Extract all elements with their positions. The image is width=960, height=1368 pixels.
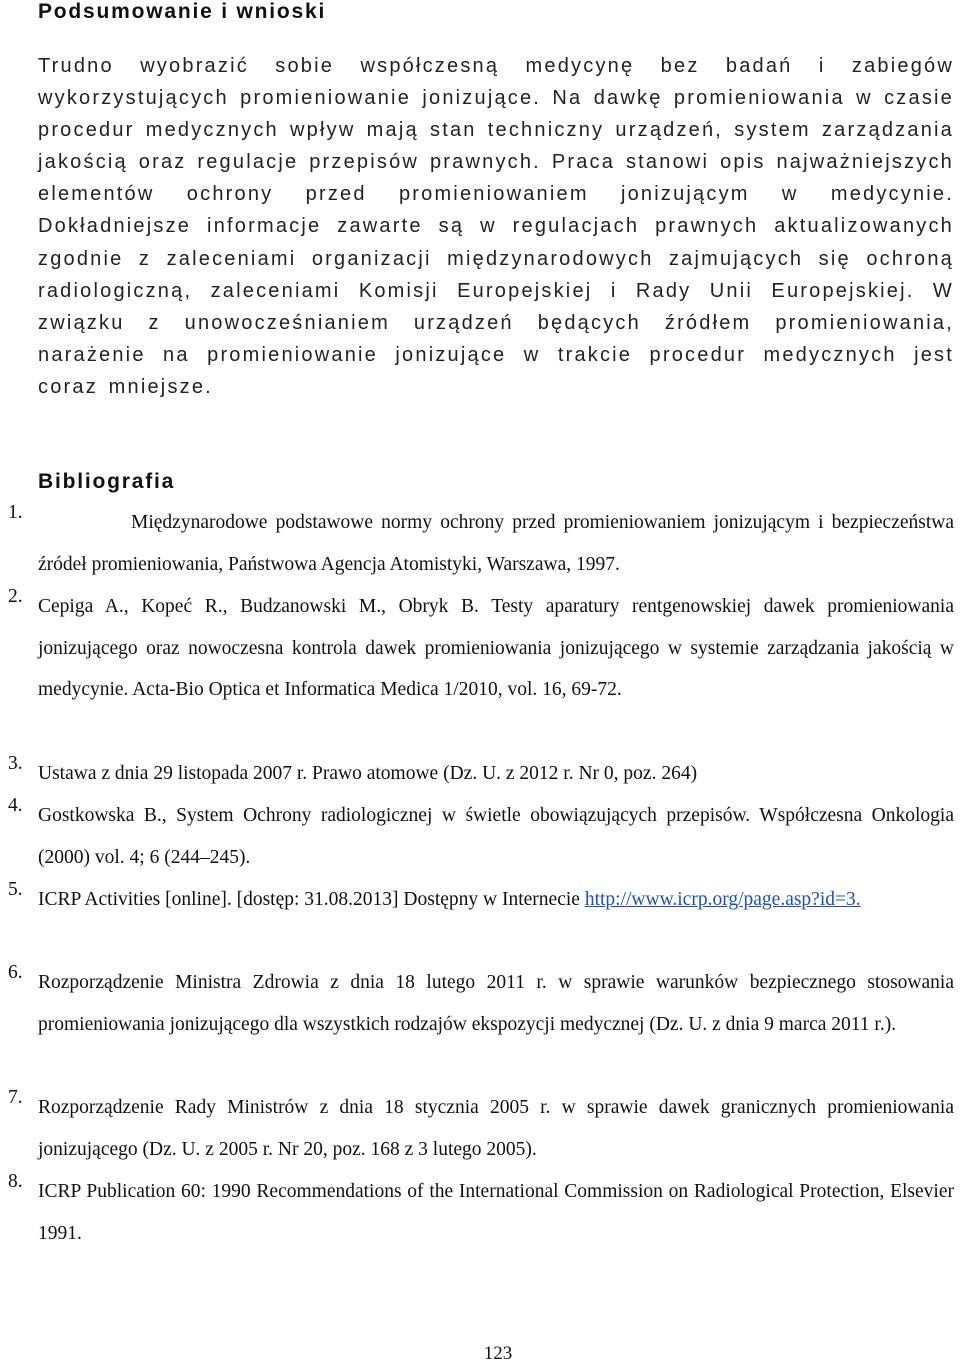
reference-number: 8. [8,1171,23,1192]
reference-text: Rozporządzenie Rady Ministrów z dnia 18 stycznia 2005 r. w sprawie dawek granicznych promieniowania jonizującego (Dz. U. z 2005 r. Nr 20, poz. 168 z 3 lutego 2005). [38,1097,954,1160]
reference-item-1 [0,502,954,585]
reference-number: 2. [8,586,23,607]
reference-item-4 [0,795,954,878]
reference-number: 6. [8,962,23,983]
reference-text [38,879,954,921]
reference-text: Międzynarodowe podstawowe normy ochrony przed promieniowaniem jonizującym i bezpieczeństwa źródeł promieniowania, Państwowa Agencja Atomistyki, Warszawa, 1997. [38,512,954,575]
reference-text: Rozporządzenie Ministra Zdrowia z dnia 18 lutego 2011 r. w sprawie warunków bezpiecznego stosowania promieniowania jonizującego dla wszystkich rodzajów ekspozycji medycznej (Dz. U. z dnia 9 marca 2011 r.). [38,972,954,1035]
reference-item-7 [0,1087,954,1170]
reference-item-3 [0,753,954,795]
reference-item-8 [0,1171,954,1254]
reference-text-body: ICRP Activities [online]. [dostęp: 31.08.2013] Dostępny w Internecie [38,889,580,910]
reference-number: 3. [8,753,23,774]
reference-link[interactable]: http://www.icrp.org/page.asp?id=3. [584,889,861,910]
reference-item-5 [0,879,954,921]
reference-number: 5. [8,879,23,900]
reference-number: 1. [8,502,23,523]
reference-item-6 [0,962,954,1045]
reference-text: Cepiga A., Kopeć R., Budzanowski M., Obryk B. Testy aparatury rentgenowskiej dawek promieniowania jonizującego oraz nowoczesna kontrola dawek promieniowania jonizującego w systemie zarządzania jakością w medycynie. Acta-Bio Optica et Informatica Medica 1/2010, vol. 16, 69-72. [38,596,954,701]
summary-paragraph: Trudno wyobrazić sobie współczesną medycynę bez badań i zabiegów wykorzystujących promieniowanie jonizujące. Na dawkę promieniowania w czasie procedur medycznych wpływ mają stan techniczny urządzeń, system zarządzania jakością oraz regulacje przepisów prawnych. Praca stanowi opis najważniejszych elementów ochrony przed promieniowaniem jonizującym w medycynie. Dokładniejsze informacje zawarte są w regulacjach prawnych aktualizowanych zgodnie z zaleceniami organizacji międzynarodowych zajmujących się ochroną radiologiczną, zaleceniami Komisji Europejskiej i Rady Unii Europejskiej. W związku z unowocześnianiem urządzeń będących źródłem promieniowania, narażenie na promieniowanie jonizujące w trakcie procedur medycznych jest coraz mniejsze. [38,55,954,398]
reference-item-2 [0,586,954,711]
page-number: 123 [483,1343,513,1364]
reference-number: 7. [8,1087,23,1108]
reference-text: ICRP Publication 60: 1990 Recommendations of the International Commission on Radiological Protection, Elsevier 1991. [38,1181,954,1244]
reference-text: Ustawa z dnia 29 listopada 2007 r. Prawo atomowe (Dz. U. z 2012 r. Nr 0, poz. 264) [38,763,698,784]
summary-heading: Podsumowanie i wnioski [38,0,327,23]
reference-text: Gostkowska B., System Ochrony radiologicznej w świetle obowiązujących przepisów. Współczesna Onkologia (2000) vol. 4; 6 (244–245). [38,805,954,868]
bibliography-heading: Bibliografia [38,470,176,493]
reference-number: 4. [8,795,23,816]
